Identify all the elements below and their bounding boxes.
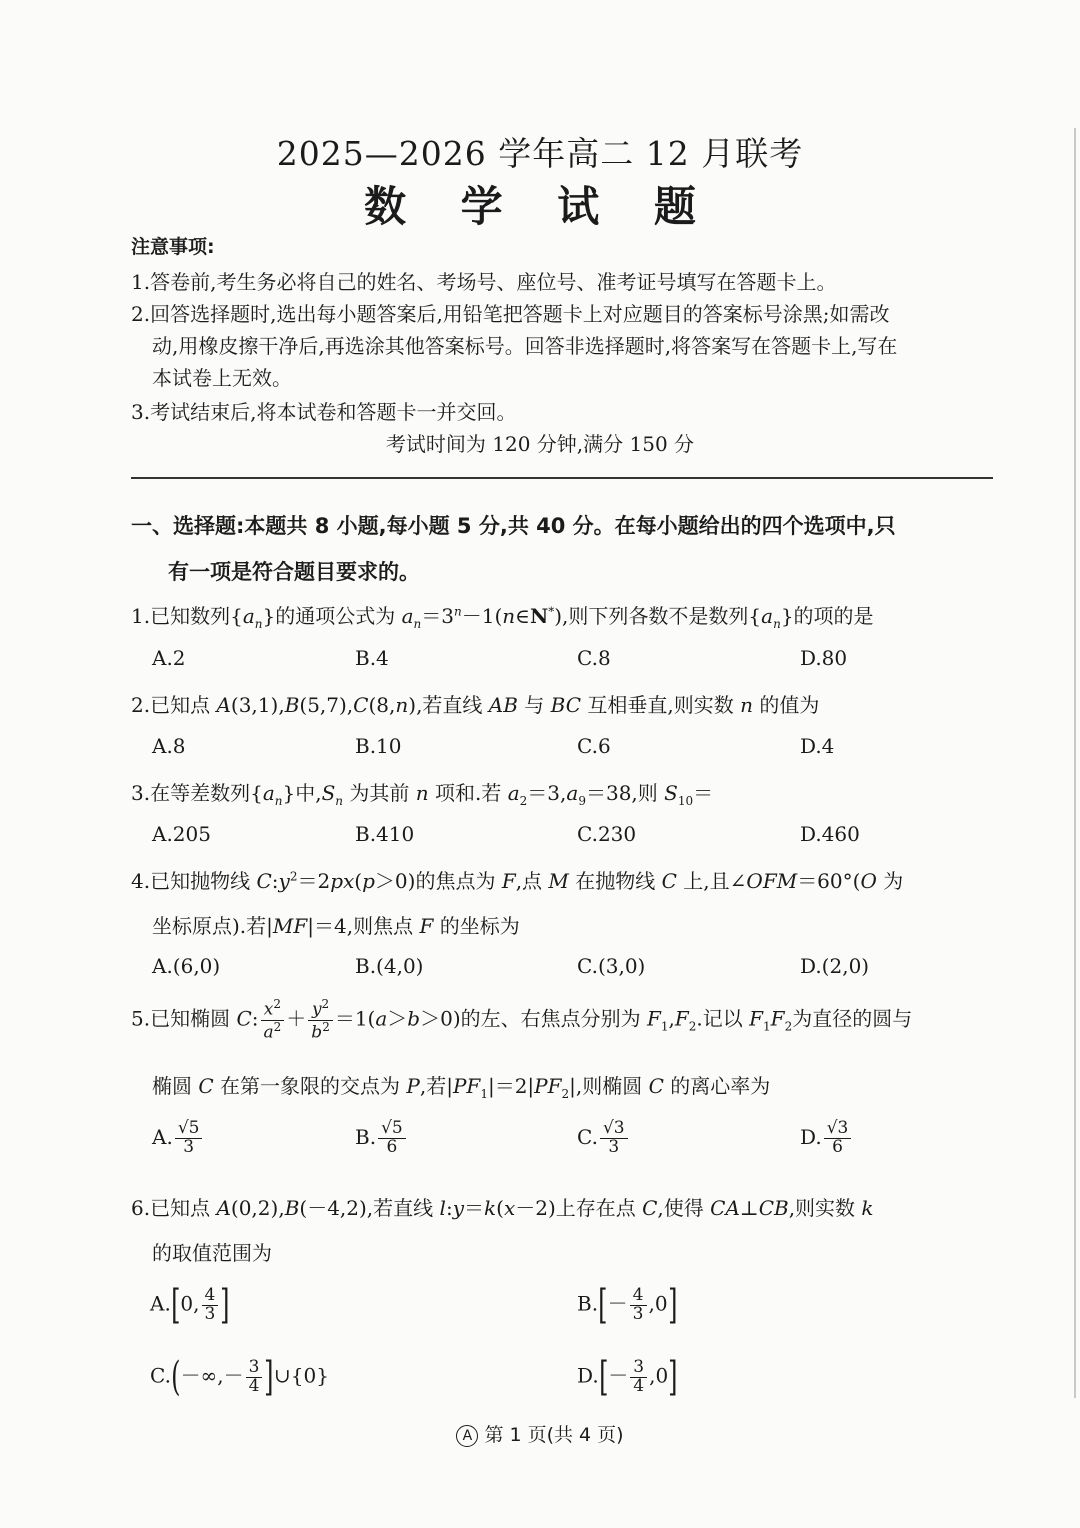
notice-item-2-line-2: 动,用橡皮擦干净后,再选涂其他答案标号。回答非选择题时,将答案写在答题卡上,写在 <box>152 334 898 358</box>
question-6-line-2: 的取值范围为 <box>152 1241 272 1265</box>
q3-option-d: D.460 <box>800 822 860 846</box>
question-5: 5.已知椭圆 C: $\frac{x^2}{a^2}$ ＋ $\frac{y^2}{b^2}$ ＝1(a＞b＞0)的左、右焦点分别为 $F_1,F_2$.记以 $F_1F_2$为直径的圆与 <box>131 997 913 1043</box>
exam-time: 考试时间为 120 分钟,满分 150 分 <box>385 432 695 456</box>
notice-item-1: 1.答卷前,考生务必将自己的姓名、考场号、座位号、准考证号填写在答题卡上。 <box>131 270 837 294</box>
exam-title: 2025—2026 学年高二 12 月联考 <box>276 134 804 173</box>
question-3-number: 3. <box>131 781 151 805</box>
q5-option-d-letter: D. <box>800 1124 822 1149</box>
q5-option-a-letter: A. <box>152 1124 173 1149</box>
q6-option-d-letter: D. <box>577 1363 599 1388</box>
notice-item-2-line-1: 2.回答选择题时,选出每小题答案后,用铅笔把答题卡上对应题目的答案标号涂黑;如需改 <box>131 302 890 326</box>
q5-option-b <box>355 1120 408 1157</box>
page-number: 第 1 页(共 4 页) <box>484 1424 624 1446</box>
question-2: 2.已知点 A(3,1),B(5,7),C(8,n),若直线 AB 与 BC 互相垂直,则实数 n 的值为 <box>131 693 820 717</box>
q1-option-c: C.8 <box>577 646 611 670</box>
q3-option-c: C.230 <box>577 822 637 846</box>
question-4-line-2: 坐标原点).若|MF|＝4,则焦点 F 的坐标为 <box>152 914 520 938</box>
q2-option-c: C.6 <box>577 734 611 758</box>
q3-option-b: B.410 <box>355 822 415 846</box>
question-1: 1.已知数列$\{a_n\}$的通项公式为 $a_n=3^n-1(n\in N^*)$,则下列各数不是数列$\{a_n\}$的项的是 <box>131 604 874 631</box>
q6-option-c-letter: C. <box>150 1363 171 1388</box>
question-6-number: 6. <box>131 1196 151 1220</box>
question-5-number: 5. <box>131 1006 151 1031</box>
q5-option-a-den: 3 <box>183 1136 195 1157</box>
question-5-line-2: 椭圆 C 在第一象限的交点为 P,若$|PF_1|=2|PF_2|$,则椭圆 C 的离心率为 <box>152 1074 771 1101</box>
q1-option-b: B.4 <box>355 646 389 670</box>
question-6: 6.已知点 A(0,2),B(－4,2),若直线 l:y＝k(x－2)上存在点 C,使得 CA⊥CB,则实数 k <box>131 1196 874 1220</box>
q6-option-b-letter: B. <box>577 1291 599 1316</box>
q2-option-a: A.8 <box>152 734 186 758</box>
notice-item-3: 3.考试结束后,将本试卷和答题卡一并交回。 <box>131 400 517 424</box>
q1-option-d: D.80 <box>800 646 848 670</box>
q4-option-b: B.(4,0) <box>355 954 424 978</box>
section-1-heading-line-1: 一、选择题:本题共 8 小题,每小题 5 分,共 40 分。在每小题给出的四个选项中,只 <box>131 514 896 538</box>
notice-item-2-line-3: 本试卷上无效。 <box>152 366 292 390</box>
q2-option-d: D.4 <box>800 734 835 758</box>
q5-option-c-letter: C. <box>577 1124 598 1149</box>
q5-option-b-letter: B. <box>355 1124 377 1149</box>
q5-option-c-num: √3 <box>600 1120 628 1139</box>
q3-option-a: A.205 <box>152 822 211 846</box>
q6-option-c: C.(－∞,－ $\frac{3}{4}$ ]∪{0} <box>150 1354 329 1400</box>
q4-option-c: C.(3,0) <box>577 954 646 978</box>
question-1-number: 1. <box>131 604 151 628</box>
question-3: 3.在等差数列$\{a_n\}$中$,S_n$ 为其前 n 项和.若 $a_2=3,a_9=38$,则 $S_{10}=$ <box>131 781 714 808</box>
q6-option-b: B.[－ $\frac{4}{3}$ ,0] <box>577 1282 678 1328</box>
page-edge-shadow <box>1074 128 1076 1398</box>
section-1-heading-line-2: 有一项是符合题目要求的。 <box>168 560 420 584</box>
q5-option-d-num: √3 <box>824 1120 852 1139</box>
page-footer <box>0 1420 1080 1447</box>
q1-option-a: A.2 <box>152 646 186 670</box>
q4-option-a: A.(6,0) <box>152 954 221 978</box>
divider <box>131 477 993 479</box>
q6-option-a-letter: A. <box>150 1291 171 1316</box>
q6-option-a: A.[0, $\frac{4}{3}$ ] <box>150 1282 230 1328</box>
question-2-number: 2. <box>131 693 151 717</box>
q5-option-d-den: 6 <box>832 1136 843 1157</box>
q5-option-b-num: √5 <box>378 1120 406 1139</box>
q5-option-a <box>152 1120 204 1157</box>
q2-option-b: B.10 <box>355 734 402 758</box>
q5-option-a-num: √5 <box>175 1120 203 1139</box>
question-4-number: 4. <box>131 869 151 893</box>
subject-title: 数 学 试 题 <box>364 182 716 231</box>
notice-heading: 注意事项: <box>131 236 215 258</box>
q5-option-c-den: 3 <box>608 1136 620 1157</box>
q5-option-d <box>800 1120 853 1157</box>
q6-option-d: D.[－ $\frac{3}{4}$ ,0] <box>577 1354 678 1400</box>
q5-option-b-den: 6 <box>386 1136 398 1157</box>
q5-option-c <box>577 1120 630 1157</box>
question-4: 4.已知抛物线 $C:y^2=2px(p>0)$的焦点为 F,点 M 在抛物线 C 上,且∠OFM＝60°(O 为 <box>131 869 904 893</box>
q4-option-d: D.(2,0) <box>800 954 870 978</box>
version-mark: A <box>456 1425 478 1447</box>
